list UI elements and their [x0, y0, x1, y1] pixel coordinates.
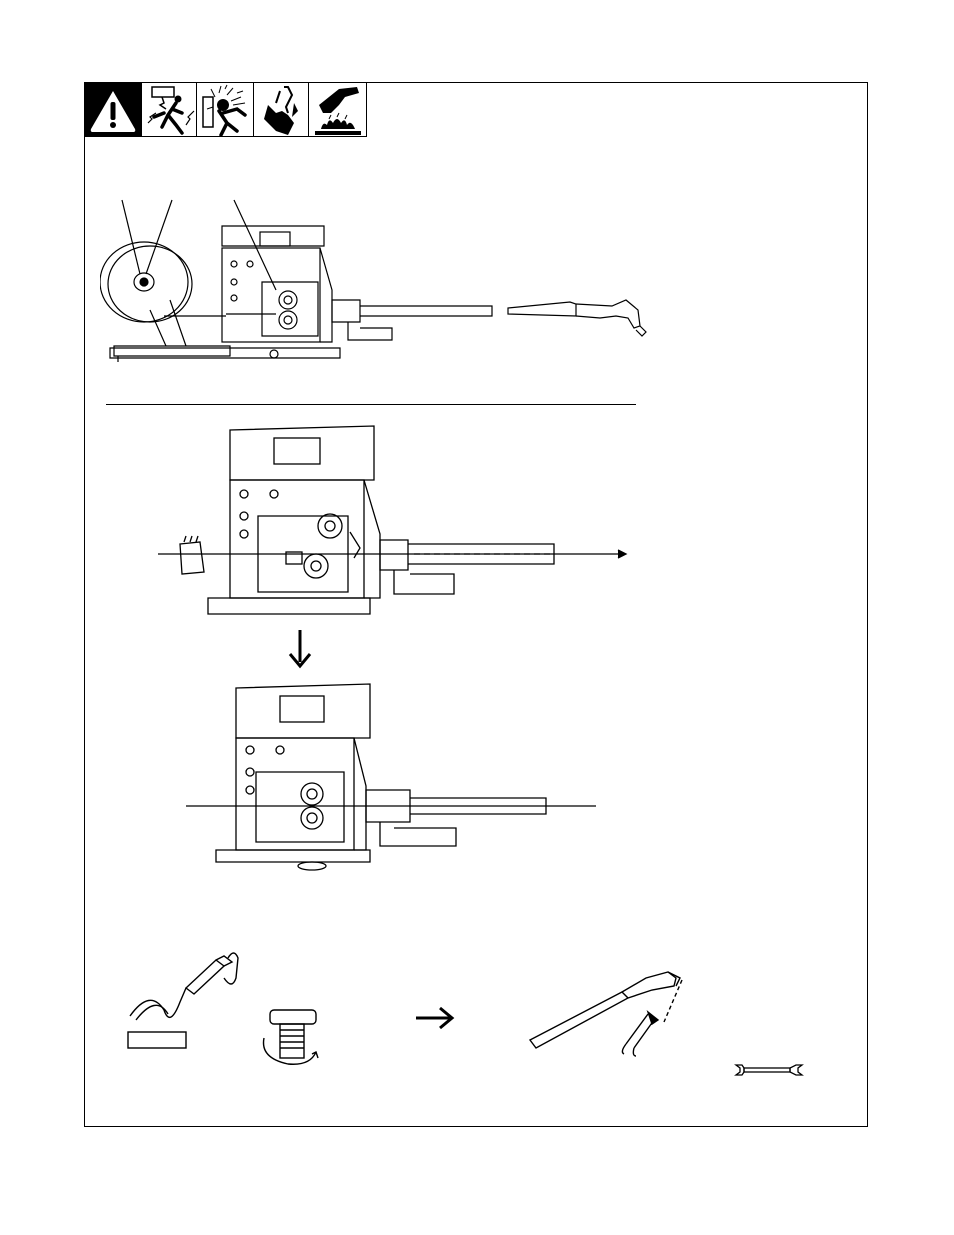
- middle-assembly-figure: [150, 424, 630, 620]
- tension-knob-icon: [258, 1008, 324, 1072]
- right-arrow-icon: [414, 1004, 458, 1032]
- down-arrow-icon: [286, 628, 314, 670]
- hot-parts-hand-icon: [309, 83, 366, 136]
- wrench-icon: [734, 1060, 804, 1080]
- lower-assembly-figure: [180, 682, 610, 872]
- warning-triangle-icon: [85, 83, 142, 136]
- coiled-gun-cable-icon: [120, 948, 250, 1058]
- electric-shock-icon: [142, 83, 198, 136]
- gun-with-cutters-icon: [524, 960, 694, 1060]
- pinch-hand-icon: [254, 83, 310, 136]
- top-assembly-figure: [100, 190, 660, 380]
- section-divider: [106, 404, 636, 405]
- hazard-icon-strip: [84, 82, 367, 137]
- flying-sparks-icon: [197, 83, 254, 136]
